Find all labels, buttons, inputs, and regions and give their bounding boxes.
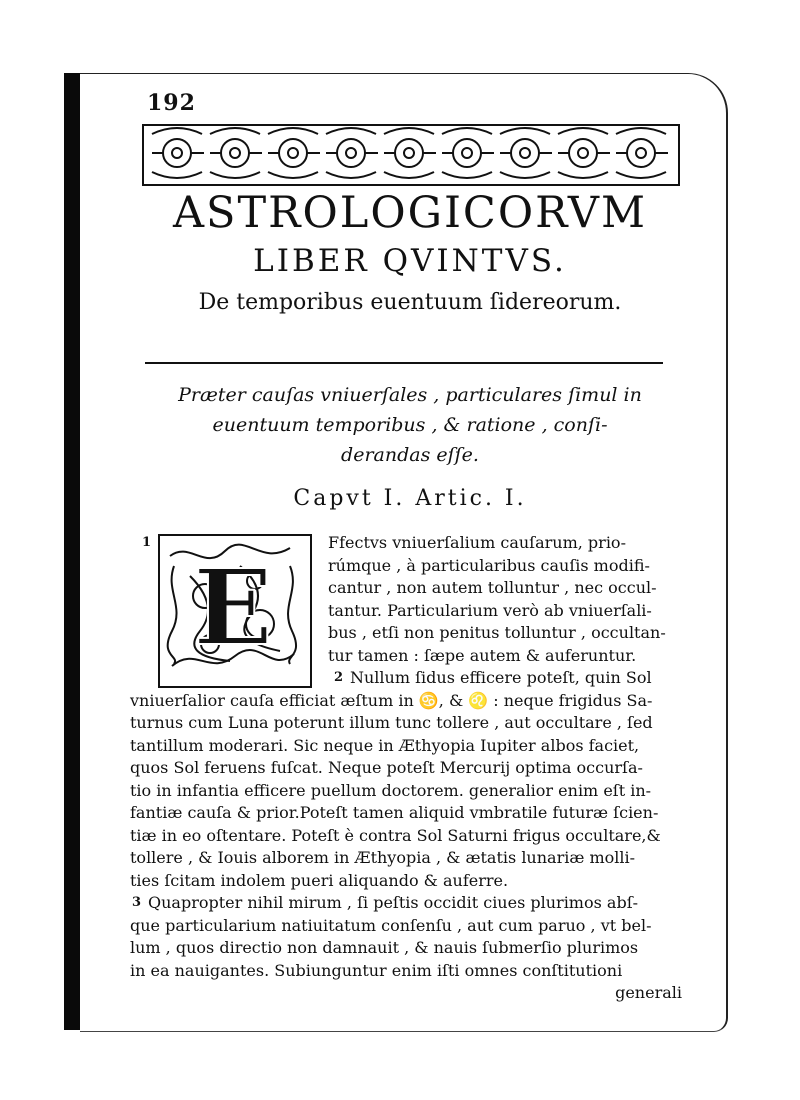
summary-line: derandas eſſe. [341,444,479,466]
horizontal-rule [145,362,663,364]
line-text: vniuerſalior cauſa efficiat æſtum in ♋, & ♌ : neque frigidus Sa- [130,690,653,710]
ornamental-headpiece [142,124,680,186]
line-text: Ffectvs vniuerſalium cauſarum, prio- [328,533,626,552]
text-line [130,847,690,870]
paragraph-number: 3 [132,895,142,910]
initial-letter: E [193,546,273,669]
line-text: tio in infantia efficere puellum doctorem. generalior enim eſt in- [130,780,652,800]
line-text: cantur , non autem tolluntur , nec occul- [328,578,657,597]
line-text: Nullum ſidus efficere poteſt, quin Sol [350,668,652,687]
text-line [130,870,690,893]
text-line [130,690,690,713]
line-text: tantillum moderari. Sic neque in Æthyopia Iupiter albos faciet, [130,735,640,755]
line-text: quos Sol feruens fuſcat. Neque poteſt Mercurij optima occurſa- [130,758,643,777]
paragraph-number: 1 [142,535,152,550]
text-line [130,532,690,555]
page-number: 192 [147,90,196,116]
line-text: Quapropter nihil mirum , ſi peſtis occidit ciues plurimos abſ- [148,893,639,912]
chapter-summary [140,380,680,470]
text-line [130,960,690,983]
summary-line: euentuum temporibus , & ratione , conſi- [212,414,608,436]
text-line [130,577,690,600]
line-text: turnus cum Luna poterunt illum tunc tollere , aut occultare , ſed [130,713,653,732]
paragraph-number: 2 [334,670,344,685]
catchword: generali [615,983,682,1002]
book-binding-edge [64,73,80,1030]
text-line [130,622,690,645]
chapter-heading: Capvt I. Artic. I. [293,486,527,511]
line-text: tur tamen : ſæpe autem & auferuntur. [328,645,637,665]
text-line [130,825,690,848]
text-line [130,645,690,668]
line-text: tollere , & Iouis alborem in Æthyopia , & ætatis lunariæ molli- [130,848,636,867]
line-text: tiæ in eo oſtentare. Poteſt è contra Sol Saturni frigus occultare,& [130,825,661,845]
line-text: rúmque , à particularibus cauſis modifi- [328,555,650,575]
text-line [130,780,690,803]
book-page [130,84,682,1024]
text-line [130,757,690,780]
text-line [130,735,690,758]
text-line [130,915,690,938]
text-line [130,712,690,735]
body-text [130,532,690,1005]
line-text: que particularium natiuitatum conſenſu , aut cum paruo , vt bel- [130,915,652,935]
text-line [130,892,690,915]
line-text: tantur. Particularium verò ab vniuerſali- [328,600,652,620]
text-line [130,600,690,623]
line-text: lum , quos directio non damnauit , & nauis ſubmerſio plurimos [130,938,639,957]
line-text: bus , etſi non penitus tolluntur , occultan- [328,623,666,642]
book-number: LIBER QVINTVS. [253,243,567,279]
line-text: in ea nauigantes. Subiunguntur enim iſti omnes conſtitutioni [130,960,623,980]
summary-line: Præter cauſas vniuerſales , particulares ſimul in [178,384,642,406]
text-line [130,802,690,825]
line-text: ties ſcitam indolem pueri aliquando & auferre. [130,870,509,890]
text-line [130,937,690,960]
text-line [130,667,690,690]
book-subject: De temporibus euentuum ſidereorum. [198,290,622,315]
text-line [130,555,690,578]
book-title: ASTROLOGICORVM [172,188,648,238]
line-text: fantiæ cauſa & prior.Poteſt tamen aliquid vmbratile futuræ ſcien- [130,803,659,822]
